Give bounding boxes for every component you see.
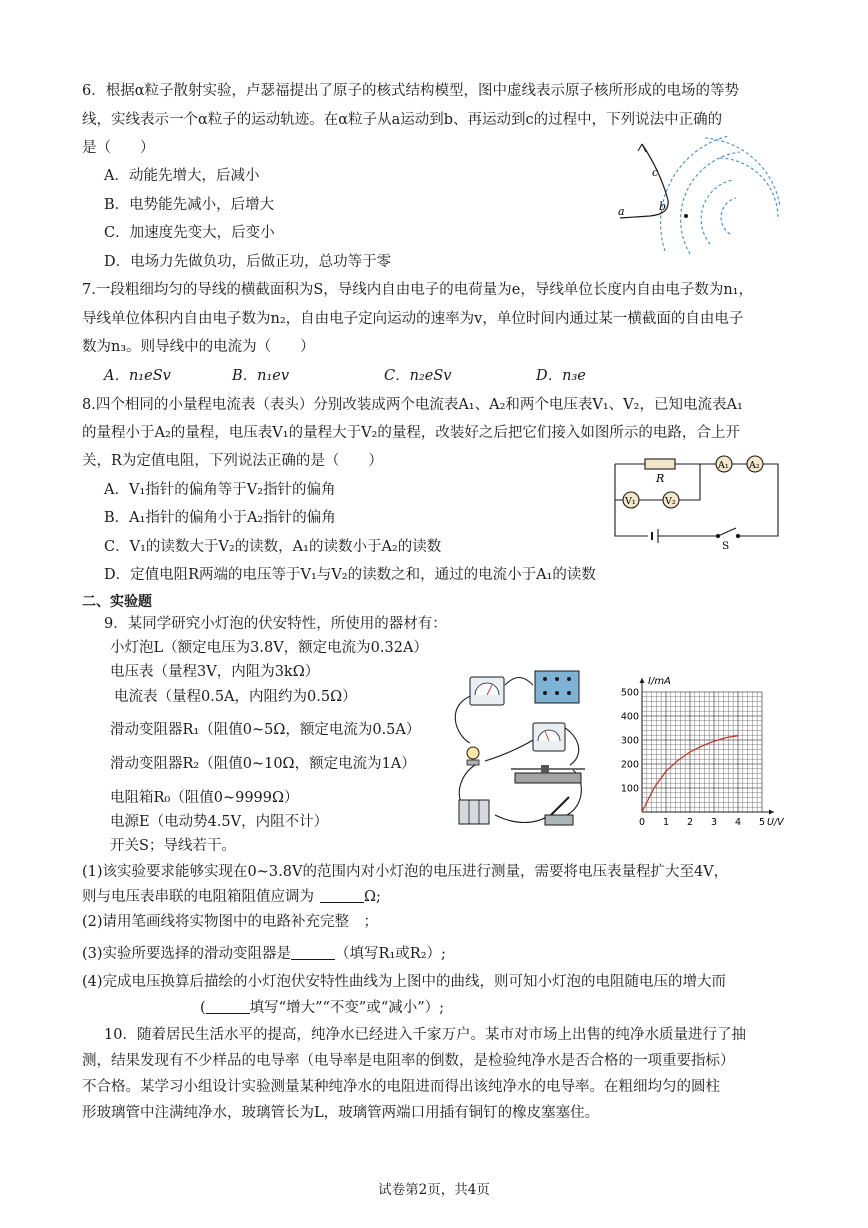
q9-sub1-line1: (1)该实验要求能够实现在0~3.8V的范围内对小灯泡的电压进行测量，需要将电压表量程扩大至4V， [82, 864, 729, 880]
q8-option-b: B．A₁指针的偏角小于A₂指针的偏角 [104, 510, 336, 526]
q9-sub4-line1: (4)完成电压换算后描绘的小灯泡伏安特性曲线为上图中的曲线，则可知小灯泡的电阻随电压的增大而 [82, 974, 727, 990]
resistance-box-icon [535, 671, 579, 703]
q8-line2: 的量程小于A₂的量程，电压表V₁的量程大于V₂的量程，改装好之后把它们接入如图所示的电路，合上开 [82, 425, 740, 441]
y-tick-label: 400 [620, 711, 639, 723]
y-axis-arrow [640, 678, 645, 683]
q6-option-a: A．动能先增大，后减小 [104, 168, 260, 184]
q10-line1: 10．随着居民生活水平的提高，纯净水已经进入千家万户。某市对市场上出售的纯净水质量进行了抽 [104, 1027, 746, 1043]
label-b: b [659, 200, 667, 213]
bulb-icon [467, 747, 479, 759]
q6-option-b: B．电势能先减小，后增大 [104, 197, 275, 213]
label-v2: V₂ [665, 496, 676, 507]
label-c: c [652, 166, 659, 179]
x-tick-label: 2 [686, 817, 694, 828]
q9-apparatus-figure [445, 665, 590, 840]
q9-sub4-line2: ( 填写“增大”“不变”或“减小”）; [200, 1000, 445, 1016]
q8-line3: 关，R为定值电阻，下列说法正确的是（ ） [82, 453, 383, 469]
x-tick-label: 3 [710, 817, 718, 828]
x-axis-label: U/V [767, 817, 784, 828]
q7-option-d: D．n₃e [536, 368, 586, 384]
q6-option-c: C．加速度先变大，后变小 [104, 225, 275, 241]
label-a: a [618, 205, 625, 218]
q9-item-4: 滑动变阻器R₁（阻值0~5Ω，额定电流为0.5A） [110, 722, 421, 738]
q6-option-d: D．电场力先做负功，后做正功，总功等于零 [104, 254, 392, 270]
rheostat-icon [515, 773, 581, 783]
label-s: S [722, 540, 730, 550]
q9-item-8: 开关S；导线若干。 [110, 838, 236, 854]
q9-item-1: 小灯泡L（额定电压为3.8V，额定电流为0.32A） [110, 640, 428, 656]
x-tick-label: 0 [638, 817, 646, 828]
y-tick-label: 200 [620, 759, 639, 771]
q9-item-3: 电流表（量程0.5A，内阻约为0.5Ω） [114, 689, 357, 705]
q7-option-a: A．n₁eSv [104, 368, 171, 384]
q10-line2: 测，结果发现有不少样品的电导率（电导率是电阻率的倒数，是检验纯净水是否合格的一项重要指标） [82, 1053, 735, 1069]
q7-option-c: C．n₂eSv [384, 368, 452, 384]
answer-blank-4[interactable] [206, 999, 250, 1014]
q9-item-2: 电压表（量程3V，内阻为3kΩ） [110, 664, 320, 680]
switch-icon [545, 815, 573, 825]
q7-option-b: B．n₁ev [232, 368, 290, 384]
q9-sub3: (3)实验所要选择的滑动变阻器是 （填写R₁或R₂）; [82, 946, 446, 962]
label-a2: A₂ [749, 460, 760, 471]
label-v1: V₁ [625, 496, 636, 507]
answer-blank-3[interactable] [291, 945, 335, 960]
q9-item-7: 电源E（电动势4.5V，内阻不计） [110, 814, 329, 830]
q9-item-5: 滑动变阻器R₂（阻值0~10Ω，额定电流为1A） [110, 756, 416, 772]
q9-sub1-line2: 则与电压表串联的电阻箱阻值应调为 Ω; [82, 889, 381, 905]
q7-line2: 导线单位体积内自由电子数为n₂，自由电子定向运动的速率为v，单位时间内通过某一横截面的自由电子 [82, 311, 744, 327]
q6-alpha-scattering-figure [610, 136, 785, 264]
x-axis-arrow [769, 810, 774, 815]
y-tick-label: 300 [620, 735, 639, 747]
q7-line3: 数为n₃。则导线中的电流为（ ） [82, 339, 315, 355]
label-a1: A₁ [718, 460, 729, 471]
q10-line3: 不合格。某学习小组设计实验测量某种纯净水的电阻进而得出该纯净水的电导率。在粗细均匀的圆柱 [82, 1079, 720, 1095]
q8-circuit-diagram [610, 450, 785, 550]
q8-option-d: D．定值电阻R两端的电压等于V₁与V₂的读数之和，通过的电流小于A₁的读数 [104, 567, 596, 583]
q10-line4: 形玻璃管中注满纯净水，玻璃管长为L，玻璃管两端口用插有铜钉的橡皮塞塞住。 [82, 1105, 600, 1121]
q6-line1: 6．根据α粒子散射实验，卢瑟福提出了原子的核式结构模型，图中虚线表示原子核所形成的电场的等势 [82, 83, 740, 99]
q9-item-6: 电阻箱R₀（阻值0~9999Ω） [110, 790, 299, 806]
battery-icon [459, 800, 489, 824]
q9-sub2: (2)请用笔画线将实物图中的电路补充完整 ； [82, 914, 379, 930]
page-footer: 试卷第2页，共4页 [378, 1182, 490, 1198]
x-tick-label: 1 [662, 817, 670, 828]
answer-blank-1[interactable] [320, 888, 364, 903]
q7-line1: 7.一段粗细均匀的导线的横截面积为S，导线内自由电子的电荷量为e，导线单位长度内自由电子数为n₁， [82, 282, 753, 298]
q8-option-a: A．V₁指针的偏角等于V₂指针的偏角 [104, 482, 336, 498]
y-tick-label: 500 [620, 687, 639, 699]
y-tick-label: 100 [620, 783, 639, 795]
q9-intro: 9．某同学研究小灯泡的伏安特性，所使用的器材有： [104, 616, 447, 632]
q6-line3: 是（ ） [82, 140, 155, 156]
resistor-r [645, 459, 675, 469]
q8-line1: 8.四个相同的小量程电流表（表头）分别改装成两个电流表A₁、A₂和两个电压表V₁、V₂，已知电流表A₁ [82, 397, 743, 413]
y-axis-label: I/mA [648, 676, 671, 687]
q8-option-c: C．V₁的读数大于V₂的读数，A₁的读数小于A₂的读数 [104, 539, 442, 555]
q6-line2: 线，实线表示一个α粒子的运动轨迹。在α粒子从a运动到b、再运动到c的过程中，下列说法中正确的 [82, 112, 723, 128]
label-r: R [656, 472, 665, 485]
nucleus-dot [684, 214, 688, 218]
x-tick-label: 4 [734, 817, 742, 828]
section-heading-experiments: 二、实验题 [82, 594, 152, 610]
q9-iv-chart [616, 672, 791, 830]
x-tick-label: 5 [758, 817, 766, 828]
